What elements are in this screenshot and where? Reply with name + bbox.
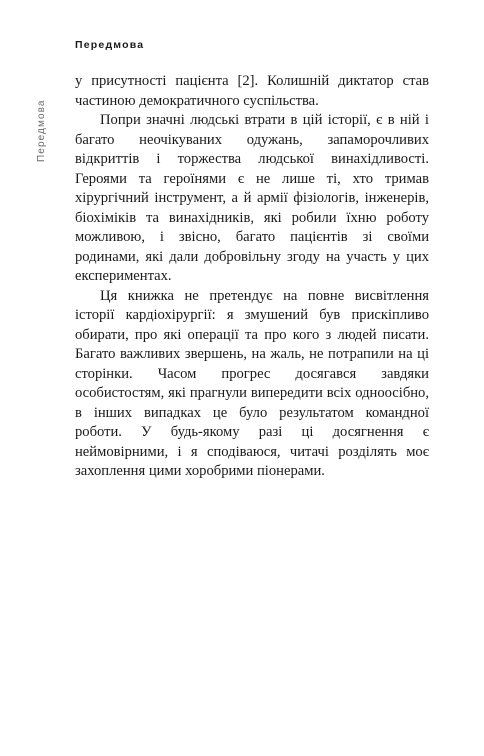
side-section-label [34,80,48,170]
running-head: Передмова [75,39,145,51]
side-section-label-text: Передмова [36,99,47,162]
paragraph-continued: у присутності пацієнта [2]. Колишній диктатор став частиною демократичного суспільства. [75,73,429,109]
paragraph: Ця книжка не претендує на повне висвітлення історії кардіохірургії: я змушений був прискіпливо обирати, про які операції та про кого з людей писати. Багато важливих звершень, на жаль, не потрапили на ці сторінки. Часом прогрес досягався завдяки особистостям, які прагнули випередити всіх одноосібно, в інших випадках це було результатом командної роботи. У будь-якому разі ці досягнення є неймовірними, і я сподіваюся, читачі розділять моє захоплення цими хоробрими піонерами. [75,287,429,479]
paragraph: Попри значні людські втрати в цій історії, є в ній і багато неочікуваних одужань, запаморочливих відкриттів і торжества людської винахідливості. Героями та героїнями є не лише ті, хто тримав хірургічний інструмент, а й армії фізіологів, інженерів, біохіміків та винахідників, які робили їхню роботу можливою, і звісно, багато пацієнтів зі своїми родинами, які дали добровільну згоду на участь у цих експериментах. [75,112,429,284]
body-text [75,72,429,482]
